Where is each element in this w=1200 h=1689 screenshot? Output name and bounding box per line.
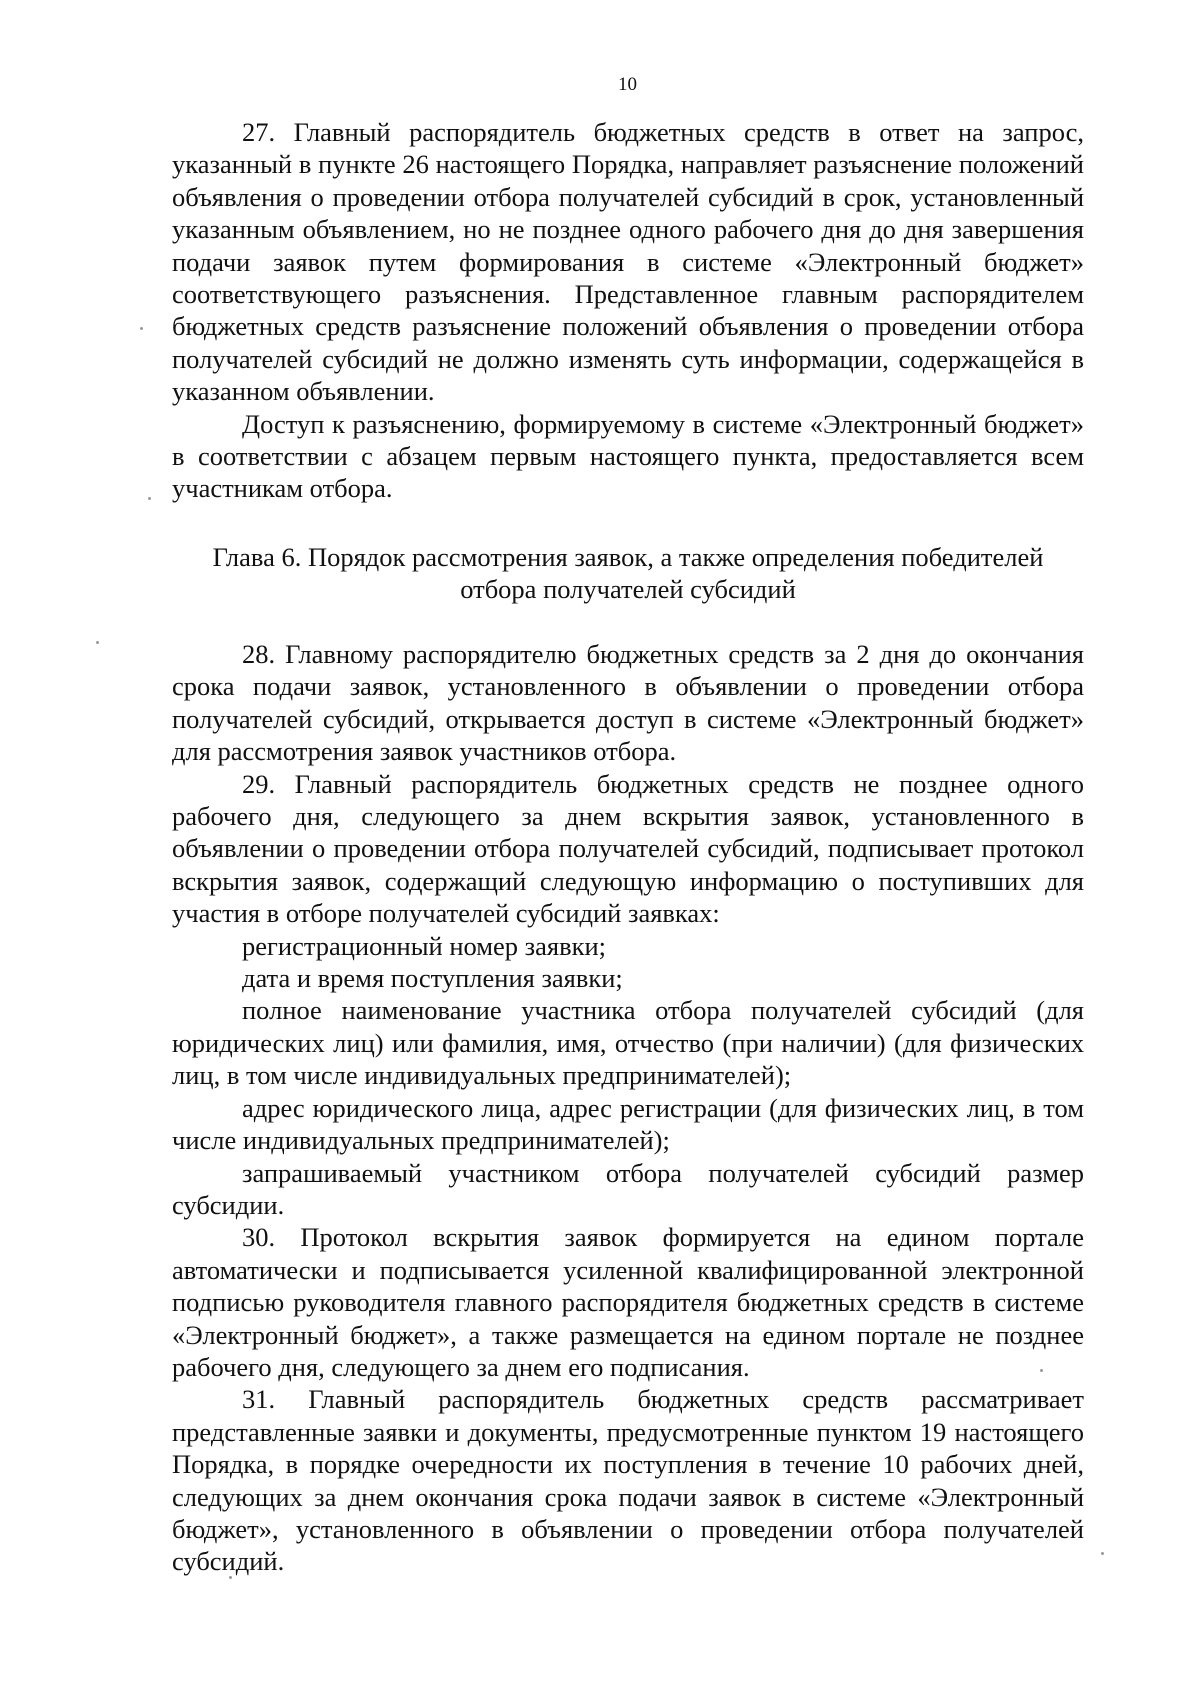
paragraph-27: 27. Главный распорядитель бюджетных средств в ответ на запрос, указанный в пункте 26 настоящего Порядка, направляет разъяснение положений объявления о проведении отбора получателей субсидий в срок, установленный указанным объявлением, но не позднее одного рабочего дня до дня завершения подачи заявок путем формирования в системе «Электронный бюджет» соответствующего разъяснения. Представленное главным распорядителем бюджетных средств разъяснение положений объявления о проведении отбора получателей субсидий не должно изменять суть информации, содержащейся в указанном объявлении. xyxy=(172,117,1084,407)
paragraph-31: 31. Главный распорядитель бюджетных средств рассматривает представленные заявки и документы, предусмотренные пунктом 19 настоящего Порядка, в порядке очередности их поступления в течение 10 рабочих дней, следующих за днем окончания срока подачи заявок в системе «Электронный бюджет», установленного в объявлении о проведении отбора получателей субсидий. xyxy=(172,1384,1084,1577)
paragraph-27-access: Доступ к разъяснению, формируемому в системе «Электронный бюджет» в соответствии с абзацем первым настоящего пункта, предоставляется всем участникам отбора. xyxy=(172,408,1084,504)
chapter-heading-line-2: отбора получателей субсидий xyxy=(460,574,796,605)
list-item-requested-amount: запрашиваемый участником отбора получателей субсидий размер субсидии. xyxy=(172,1157,1084,1220)
page-number: 10 xyxy=(618,74,637,95)
scan-speck xyxy=(148,497,151,500)
scan-speck xyxy=(229,1576,232,1579)
scan-speck xyxy=(1101,1552,1104,1555)
scan-speck xyxy=(140,327,143,330)
chapter-heading-line-1: Глава 6. Порядок рассмотрения заявок, а также определения победителей xyxy=(212,542,1044,572)
list-item-registration-number: регистрационный номер заявки; xyxy=(242,930,607,961)
chapter-heading xyxy=(172,541,1084,606)
paragraph-28: 28. Главному распорядителю бюджетных средств за 2 дня до окончания срока подачи заявок, установленного в объявлении о проведении отбора получателей субсидий, открывается доступ в системе «Электронный бюджет» для рассмотрения заявок участников отбора. xyxy=(172,639,1084,767)
paragraph-30: 30. Протокол вскрытия заявок формируется на едином портале автоматически и подписывается усиленной квалифицированной электронной подписью руководителя главного распорядителя бюджетных средств в системе «Электронный бюджет», а также размещается на едином портале не позднее рабочего дня, следующего за днем его подписания. xyxy=(172,1222,1084,1382)
paragraph-29: 29. Главный распорядитель бюджетных средств не позднее одного рабочего дня, следующего за днем вскрытия заявок, установленного в объявлении о проведении отбора получателей субсидий, подписывает протокол вскрытия заявок, содержащий следующую информацию о поступивших для участия в отборе получателей субсидий заявках: xyxy=(172,768,1084,929)
list-item-date-time: дата и время поступления заявки; xyxy=(242,963,623,994)
scan-speck xyxy=(1040,1369,1043,1372)
section-before-chapter xyxy=(172,116,1084,505)
scan-speck xyxy=(96,641,99,644)
list-item-address: адрес юридического лица, адрес регистрации (для физических лиц, в том числе индивидуальных предпринимателей); xyxy=(172,1092,1084,1156)
list-item-participant-name: полное наименование участника отбора получателей субсидий (для юридических лиц) или фамилия, имя, отчество (при наличии) (для физических лиц, в том числе индивидуальных предпринимателей); xyxy=(172,995,1084,1091)
section-after-chapter xyxy=(172,638,1084,1578)
